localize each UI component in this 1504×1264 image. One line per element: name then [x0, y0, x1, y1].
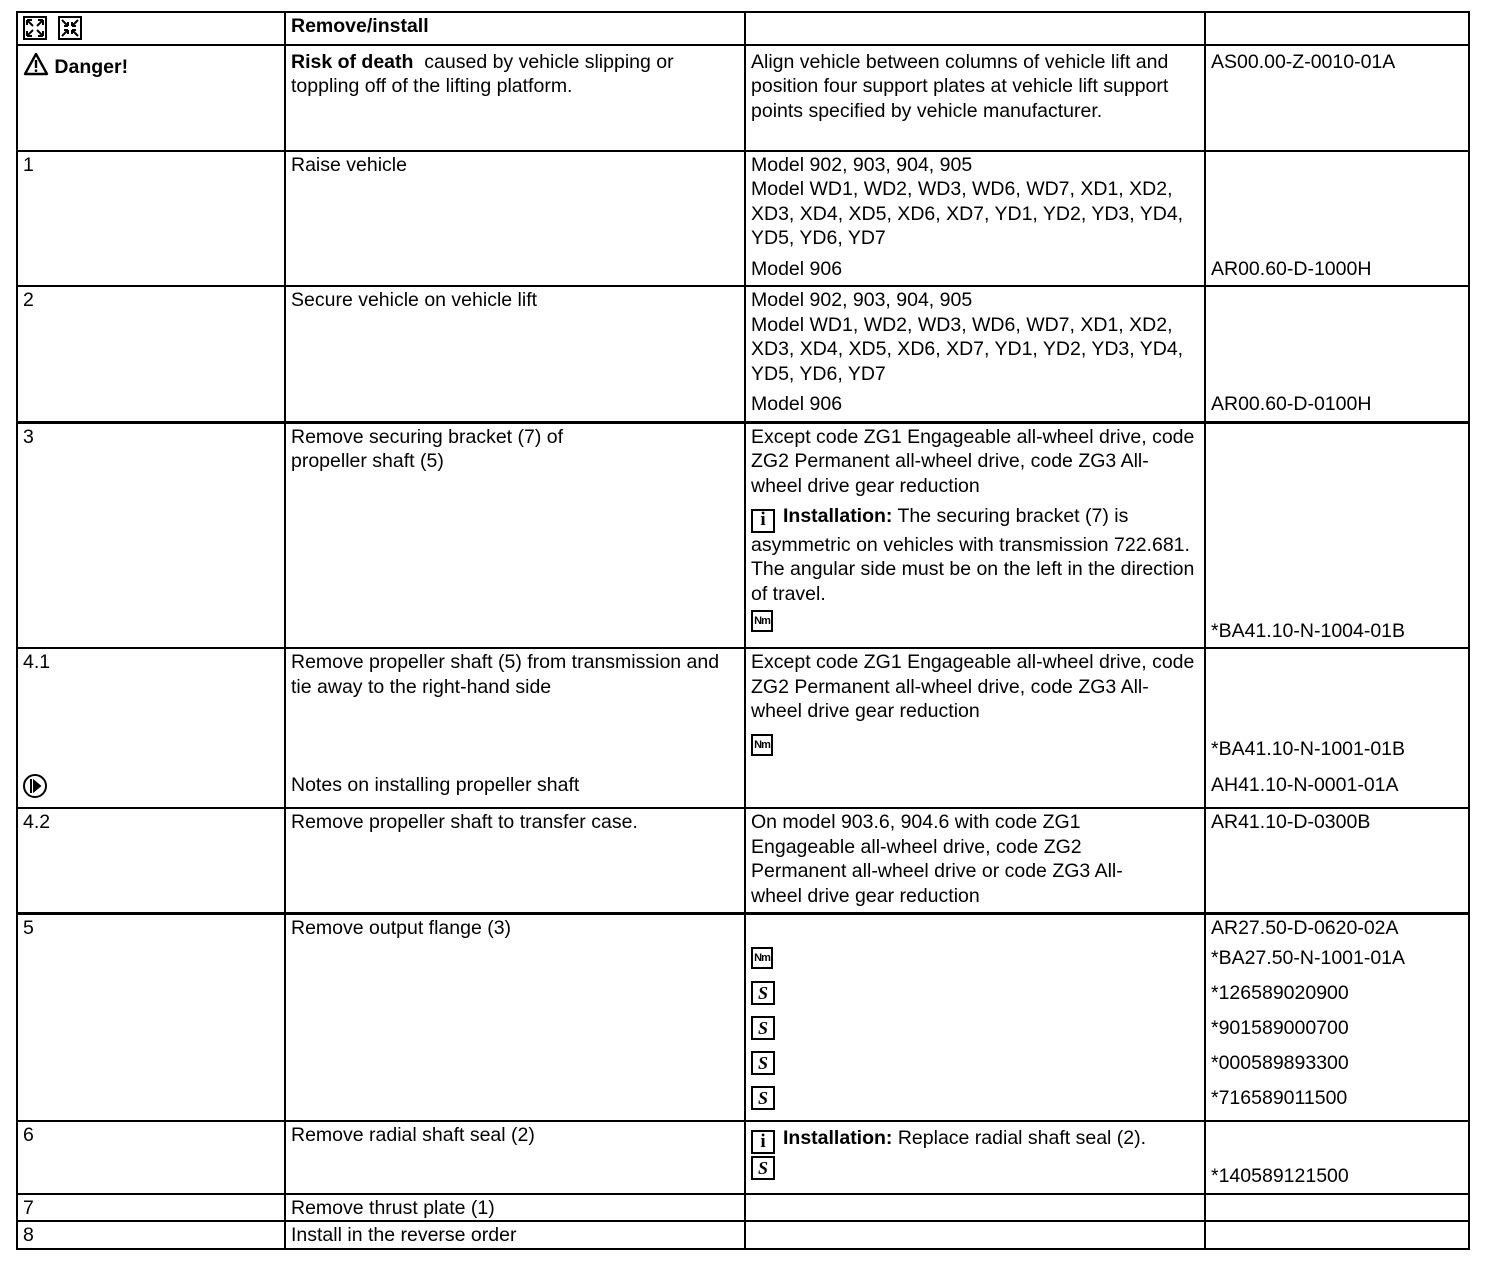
models-b: Model WD1, WD2, WD3, WD6, WD7, XD1, XD2, XD3, XD4, XD5, XD6, XD7, YD1, YD2, YD3, YD4, YD5, YD6, YD7: [751, 313, 1184, 385]
step-ref[interactable]: AR27.50-D-0620-02A: [1211, 917, 1399, 940]
models-b: Model WD1, WD2, WD3, WD6, WD7, XD1, XD2, XD3, XD4, XD5, XD6, XD7, YD1, YD2, YD3, YD4, YD5, YD6, YD7: [751, 178, 1184, 250]
step-action: Remove securing bracket (7) of propeller shaft (5): [285, 422, 745, 648]
danger-risk-text: caused by vehicle slipping or toppling off of the lifting platform.: [291, 50, 674, 98]
step-ref-cell: [1205, 648, 1469, 808]
step-ref-cell: [1205, 151, 1469, 287]
installation-note: [751, 504, 1199, 606]
installation-label: Installation:: [783, 505, 893, 528]
warning-triangle-icon: [23, 52, 49, 76]
note-ref[interactable]: AH41.10-N-0001-01A: [1211, 773, 1399, 796]
danger-label: Danger!: [54, 55, 129, 78]
danger-risk-bold: Risk of death: [291, 50, 414, 73]
step-condition: [745, 914, 1205, 1121]
step-empty-4: [1205, 1221, 1469, 1249]
step-number: 3: [17, 422, 285, 648]
step-number: 4.2: [17, 808, 285, 914]
special-tool-icon: S: [751, 1016, 775, 1040]
step-number: 2: [17, 286, 285, 422]
step-number: 6: [17, 1121, 285, 1194]
step-row-4-2: [17, 808, 1469, 914]
header-empty-4: [1205, 12, 1469, 45]
step-refs-cell: [1205, 914, 1469, 1121]
step-ref[interactable]: *716589011500: [1211, 1087, 1348, 1110]
step-ref-cell: [1205, 1121, 1469, 1194]
step-condition: [745, 1121, 1205, 1194]
step-row-3: [17, 422, 1469, 648]
step-ref-cell: [1205, 422, 1469, 648]
step-action: Remove output flange (3): [285, 914, 745, 1121]
step-number: 4.1: [23, 651, 51, 674]
installation-text: Replace radial shaft seal (2).: [897, 1126, 1147, 1149]
step-empty-4: [1205, 1194, 1469, 1222]
step-row-5: [17, 914, 1469, 1121]
installation-label: Installation:: [783, 1126, 893, 1149]
step-ref[interactable]: *901589000700: [1211, 1017, 1349, 1040]
models-c: Model 906: [751, 257, 843, 280]
danger-risk-cell: [285, 45, 745, 151]
step-action: Install in the reverse order: [285, 1221, 745, 1249]
step-number: 5: [17, 914, 285, 1121]
step-ref[interactable]: *BA41.10-N-1001-01B: [1211, 738, 1406, 761]
step-action: Raise vehicle: [285, 151, 745, 287]
models-c: Model 906: [751, 393, 843, 416]
step-row-7: [17, 1194, 1469, 1222]
step-condition: [745, 151, 1205, 287]
danger-ref[interactable]: AS00.00-Z-0010-01A: [1205, 45, 1469, 151]
step-ref[interactable]: AR00.60-D-1000H: [1211, 257, 1372, 280]
step-ref[interactable]: *BA27.50-N-1001-01A: [1211, 947, 1406, 970]
step-row-1: [17, 151, 1469, 287]
step-ref[interactable]: *140589121500: [1211, 1165, 1349, 1188]
torque-icon: Nm: [751, 734, 773, 756]
step-row-4-1: [17, 648, 1469, 808]
step-ref[interactable]: *BA41.10-N-1004-01B: [1211, 619, 1406, 642]
step-action: Remove propeller shaft (5) from transmission and tie away to the right-hand side: [291, 651, 720, 698]
collapse-icon[interactable]: [58, 16, 82, 40]
special-tool-icon: S: [751, 1086, 775, 1110]
step-action: Secure vehicle on vehicle lift: [285, 286, 745, 422]
procedure-table: [16, 11, 1470, 1250]
condition-text: Except code ZG1 Engageable all-wheel drive, code ZG2 Permanent all-wheel drive, code ZG3 All-wheel drive gear reduction: [751, 651, 1195, 723]
info-icon: i: [751, 509, 775, 533]
step-ref[interactable]: AR00.60-D-0100H: [1211, 393, 1372, 416]
installation-notes-text: Notes on installing propeller shaft: [291, 773, 580, 796]
step-number: 8: [17, 1221, 285, 1249]
step-empty-3: [745, 1221, 1205, 1249]
installation-note: [751, 1126, 1199, 1154]
step-condition: [745, 648, 1205, 808]
header-empty-3: [745, 12, 1205, 45]
clock-note-icon: [22, 773, 48, 799]
torque-icon: Nm: [751, 610, 773, 632]
step-ref[interactable]: AR41.10-D-0300B: [1205, 808, 1469, 914]
step-row-8: [17, 1221, 1469, 1249]
step-condition: On model 903.6, 904.6 with code ZG1 Engageable all-wheel drive, code ZG2 Permanent all-wheel drive or code ZG3 All-wheel drive gear reduction: [745, 808, 1205, 914]
danger-instruction: Align vehicle between columns of vehicle lift and position four support plates at vehicle lift support points specified by vehicle manufacturer.: [745, 45, 1205, 151]
step-number: 7: [17, 1194, 285, 1222]
step-ref[interactable]: *126589020900: [1211, 982, 1349, 1005]
step-action: Remove propeller shaft to transfer case.: [285, 808, 745, 914]
torque-icon: Nm: [751, 947, 773, 969]
header-row: [17, 12, 1469, 45]
installation-text: The securing bracket (7) is asymmetric on vehicles with transmission 722.681. The angular side must be on the left in the direction of travel.: [751, 505, 1195, 605]
step-action: Remove thrust plate (1): [285, 1194, 745, 1222]
step-condition: [745, 286, 1205, 422]
step-action-cell: [285, 648, 745, 808]
step-number-cell: [17, 648, 285, 808]
step-row-6: [17, 1121, 1469, 1194]
expand-icon[interactable]: [23, 16, 47, 40]
special-tool-icon: S: [751, 1156, 775, 1180]
special-tool-icon: S: [751, 981, 775, 1005]
danger-cell: [17, 45, 285, 151]
models-a: Model 902, 903, 904, 905: [751, 153, 973, 176]
header-title: Remove/install: [285, 12, 745, 45]
step-empty-3: [745, 1194, 1205, 1222]
step-action: Remove radial shaft seal (2): [285, 1121, 745, 1194]
header-icons-cell: [17, 12, 285, 45]
step-condition: [745, 422, 1205, 648]
condition-text: Except code ZG1 Engageable all-wheel drive, code ZG2 Permanent all-wheel drive, code ZG3 All-wheel drive gear reduction: [751, 425, 1195, 497]
step-ref[interactable]: *000589893300: [1211, 1052, 1349, 1075]
models-a: Model 902, 903, 904, 905: [751, 289, 973, 312]
step-number: 1: [17, 151, 285, 287]
step-row-2: [17, 286, 1469, 422]
step-ref-cell: [1205, 286, 1469, 422]
danger-row: [17, 45, 1469, 151]
info-icon: i: [751, 1130, 775, 1154]
special-tool-icon: S: [751, 1051, 775, 1075]
